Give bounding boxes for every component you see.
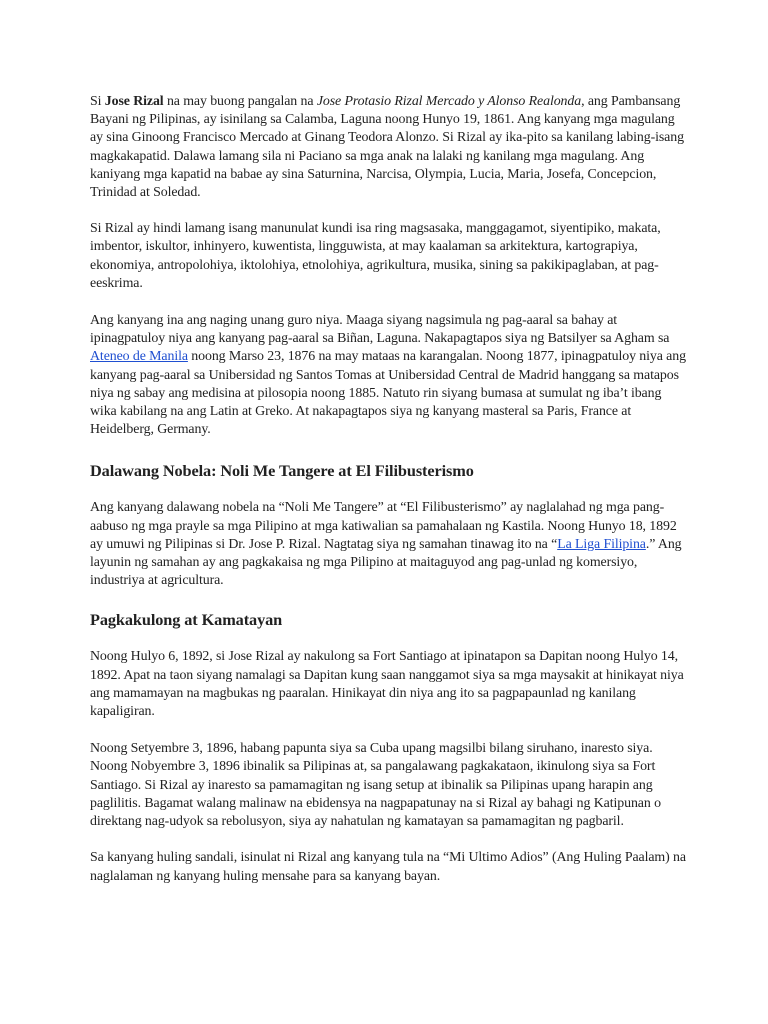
last-moments-paragraph: Sa kanyang huling sandali, isinulat ni Rizal ang kanyang tula na “Mi Ultimo Adios” (Ang Huling Paalam) na naglalaman ng kanyang huling mensahe para sa kanyang bayan. [90,850,686,884]
education-text-after: noong Marso 23, 1876 na may mataas na karangalan. Noong 1877, ipinagpatuloy niya ang kanyang pag-aaral sa Unibersidad ng Santos Tomas at Unibersidad Central de Madrid hanggang sa matapos niya ng sabay ang medisina at pilosopia noong 1885. Natuto rin siyang bumasa at sumulat ng iba’t ibang wika kabilang na ang Latin at Greko. At nakapagtapos siya ng kanyang masteral sa Paris, France at Heidelberg, Germany. [90,349,686,438]
novels-text-after: .” Ang layunin ng samahan ay ang pagkakaisa ng mga Pilipino at maitaguyod ang pag-unlad ng komersiyo, industriya at agricultura. [90,536,682,589]
intro-paragraph [90,93,690,202]
imprisonment-paragraph: Noong Hulyo 6, 1892, si Jose Rizal ay nakulong sa Fort Santiago at ipinatapon sa Dapitan noong Hulyo 14, 1892. Apat na taon siyang namalagi sa Dapitan kung saan nanggamot siya sa mga maysakit at hinikayat niya ang mamamayan na magbukas ng paaralan. Hinikayat din niya ang ito sa pagpapaunlad ng kanilang kapaligiran. [90,649,684,720]
article-body [90,93,690,886]
rizal-name: Jose Rizal [104,94,164,109]
novels-text-before: Ang kanyang dalawang nobela na “Noli Me Tangere” at “El Filibusterismo” ay naglalahad ng mga pang-aabuso ng mga prayle sa mga Pilipino at mga katiwalian sa pamahalaan ng Kastila. Noong Hunyo 18, 1892 ay umuwi ng Pilipinas si Dr. Jose P. Rizal. Nagtatag siya ng samahan tinawag ito na “ [90,500,677,552]
education-text-before: Ang kanyang ina ang naging unang guro niya. Maaga siyang nagsimula ng pag-aaral sa bahay at ipinagpatuloy niya ang kanyang pag-aaral sa Biñan, Laguna. Nakapagtapos siya ng Batsilyer sa Agham sa [90,313,670,347]
intro-rest: , ang Pambansang Bayani ng Pilipinas, ay isinilang sa Calamba, Laguna noong Hunyo 19, 1861. Ang kanyang mga magulang ay sina Ginoong Francisco Mercado at Ginang Teodora Alonzo. Si Rizal ay ika-pito sa kanilang labing-isang magkakapatid. Dalawa lamang sila ni Paciano sa mga anak na lalaki ng kanilang mga magulang. Ang kaniyang mga kapatid na babae ay sina Saturnina, Narcisa, Olympia, Lucia, Maria, Josefa, Concepcion, Trinidad at Soledad. [90,94,684,201]
ateneo-de-manila-link[interactable]: Ateneo de Manila [90,349,188,365]
intro-mid: na may buong pangalan na [166,94,314,109]
rizal-full-name: Jose Protasio Rizal Mercado y Alonso Realonda [316,94,582,109]
la-liga-filipina-link[interactable]: La Liga Filipina [557,536,646,552]
novels-paragraph [90,499,690,590]
professions-paragraph: Si Rizal ay hindi lamang isang manunulat kundi isa ring magsasaka, manggagamot, siyentipiko, makata, imbentor, iskultor, inhinyero, kuwentista, lingguwista, at may kaalaman sa arkitektura, kartograpiya, ekonomiya, antropolohiya, iktolohiya, etnolohiya, agrikultura, musika, sining sa pakikipaglaban, at pag-eeskrima. [90,221,661,291]
heading-dalawang-nobela: Dalawang Nobela: Noli Me Tangere at El Filibusterismo [90,461,474,481]
education-paragraph [90,312,690,439]
intro-si: Si [90,94,102,109]
heading-pagkakulong-at-kamatayan: Pagkakulong at Kamatayan [90,610,283,630]
arrest-paragraph: Noong Setyembre 3, 1896, habang papunta siya sa Cuba upang magsilbi bilang siruhano, inaresto siya. Noong Nobyembre 3, 1896 ibinalik sa Pilipinas at, sa pangalawang pagkakataon, ikinulong siya sa Fort Santiago. Si Rizal ay inaresto sa pamamagitan ng isang setup at ibinalik sa Pilipinas upang harapin ang paglilitis. Bagamat walang malinaw na ebidensya na nagpapatunay na si Rizal ay bahagi ng Katipunan o direktang nag-udyok sa rebolusyon, siya ay nahatulan ng kamatayan sa pamamagitan ng pagbaril. [90,741,661,830]
